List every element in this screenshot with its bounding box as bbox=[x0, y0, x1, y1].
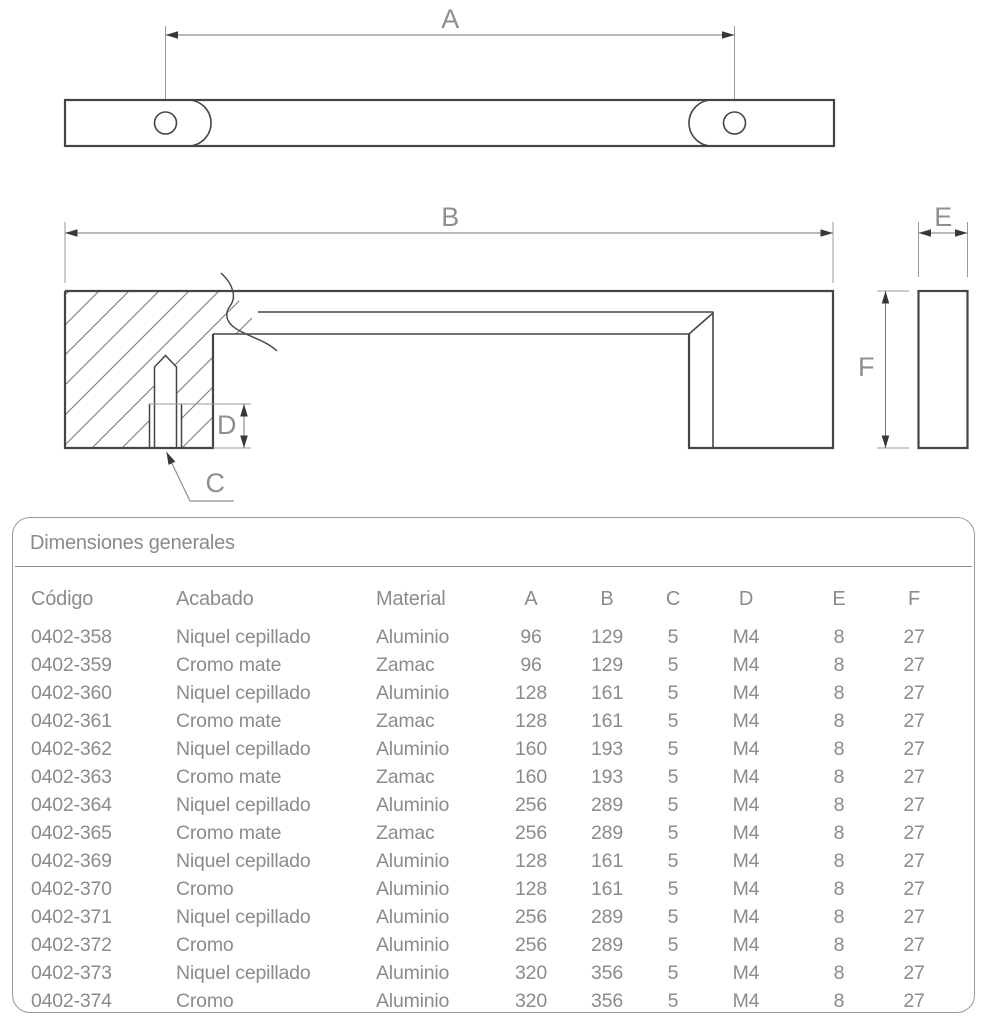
cell: M4 bbox=[732, 933, 760, 956]
cell: 0402-370 bbox=[31, 877, 112, 900]
cell: 193 bbox=[591, 765, 623, 788]
cell: 5 bbox=[667, 709, 679, 732]
inner-leg-edge bbox=[689, 313, 713, 448]
cell: 128 bbox=[515, 681, 547, 704]
cell: M4 bbox=[732, 653, 760, 676]
cell: Cromo bbox=[176, 989, 234, 1012]
cell: 320 bbox=[515, 961, 547, 984]
table-row bbox=[13, 763, 974, 791]
cell: M4 bbox=[732, 989, 760, 1012]
cell: M4 bbox=[732, 709, 760, 732]
top-view bbox=[65, 4, 834, 146]
table-row bbox=[13, 735, 974, 763]
cell: 0402-371 bbox=[31, 905, 112, 928]
table-row bbox=[13, 623, 974, 651]
cell: 289 bbox=[591, 821, 623, 844]
cell: 27 bbox=[903, 989, 925, 1012]
cell: 0402-365 bbox=[31, 821, 112, 844]
cell: 128 bbox=[515, 849, 547, 872]
cell: 27 bbox=[903, 877, 925, 900]
cell: M4 bbox=[732, 905, 760, 928]
cell: 0402-363 bbox=[31, 765, 112, 788]
cell: Niquel cepillado bbox=[176, 681, 311, 704]
cell: 320 bbox=[515, 989, 547, 1012]
dimensions-table-panel bbox=[12, 517, 975, 1013]
dim-label-b: B bbox=[441, 202, 459, 232]
handle-top-outline bbox=[65, 100, 834, 146]
cell: 0402-360 bbox=[31, 681, 112, 704]
cell: 27 bbox=[903, 625, 925, 648]
side-profile-outline bbox=[919, 291, 968, 448]
cell: 8 bbox=[833, 877, 845, 900]
column-header: A bbox=[524, 587, 538, 610]
cell: 5 bbox=[667, 653, 679, 676]
table-row bbox=[13, 651, 974, 679]
cell: 8 bbox=[833, 961, 845, 984]
table-row bbox=[13, 707, 974, 735]
cell: 0402-361 bbox=[31, 709, 112, 732]
cell: M4 bbox=[732, 793, 760, 816]
cell: 5 bbox=[667, 765, 679, 788]
dim-label-d: D bbox=[217, 410, 236, 440]
cell: Aluminio bbox=[376, 989, 450, 1012]
cell: 27 bbox=[903, 765, 925, 788]
cell: Cromo mate bbox=[176, 765, 282, 788]
cell: 0402-359 bbox=[31, 653, 112, 676]
cell: M4 bbox=[732, 877, 760, 900]
cell: 161 bbox=[591, 849, 623, 872]
column-header: Material bbox=[376, 587, 446, 610]
cell: 5 bbox=[667, 933, 679, 956]
cell: 5 bbox=[667, 681, 679, 704]
cell: 161 bbox=[591, 709, 623, 732]
cell: Niquel cepillado bbox=[176, 961, 311, 984]
dim-label-c: C bbox=[205, 468, 225, 498]
cell: 128 bbox=[515, 877, 547, 900]
cell: Aluminio bbox=[376, 737, 450, 760]
table-row bbox=[13, 931, 974, 959]
cell: Zamac bbox=[376, 709, 435, 732]
table-row bbox=[13, 679, 974, 707]
cell: Zamac bbox=[376, 765, 435, 788]
cell: 289 bbox=[591, 933, 623, 956]
cell: 289 bbox=[591, 793, 623, 816]
cell: 256 bbox=[515, 905, 547, 928]
cell: 0402-369 bbox=[31, 849, 112, 872]
side-view bbox=[919, 202, 968, 448]
dim-label-f: F bbox=[858, 352, 874, 382]
cell: Aluminio bbox=[376, 961, 450, 984]
cell: 27 bbox=[903, 905, 925, 928]
cell: Zamac bbox=[376, 821, 435, 844]
cell: 27 bbox=[903, 961, 925, 984]
cell: 8 bbox=[833, 709, 845, 732]
cell: Aluminio bbox=[376, 905, 450, 928]
cell: 5 bbox=[667, 849, 679, 872]
cell: 8 bbox=[833, 765, 845, 788]
cell: 96 bbox=[520, 653, 542, 676]
cell: 8 bbox=[833, 989, 845, 1012]
dim-label-a: A bbox=[441, 4, 459, 34]
cell: Niquel cepillado bbox=[176, 849, 311, 872]
cell: 5 bbox=[667, 905, 679, 928]
table-row bbox=[13, 903, 974, 931]
cell: 0402-372 bbox=[31, 933, 112, 956]
table-body bbox=[13, 623, 974, 1015]
cell: Aluminio bbox=[376, 793, 450, 816]
table-header bbox=[13, 584, 974, 614]
cell: 8 bbox=[833, 933, 845, 956]
cell: 5 bbox=[667, 793, 679, 816]
cell: 0402-362 bbox=[31, 737, 112, 760]
cell: 96 bbox=[520, 625, 542, 648]
front-section-view bbox=[65, 202, 909, 501]
cell: 5 bbox=[667, 961, 679, 984]
cell: 5 bbox=[667, 821, 679, 844]
cell: M4 bbox=[732, 737, 760, 760]
cell: 0402-358 bbox=[31, 625, 112, 648]
column-header: B bbox=[600, 587, 614, 610]
cell: 5 bbox=[667, 989, 679, 1012]
cell: Niquel cepillado bbox=[176, 905, 311, 928]
cell: 8 bbox=[833, 849, 845, 872]
cell: 0402-373 bbox=[31, 961, 112, 984]
cell: 27 bbox=[903, 933, 925, 956]
cell: Aluminio bbox=[376, 849, 450, 872]
cell: Niquel cepillado bbox=[176, 625, 311, 648]
cell: 160 bbox=[515, 765, 547, 788]
cell: 27 bbox=[903, 793, 925, 816]
cell: 27 bbox=[903, 681, 925, 704]
cell: Cromo mate bbox=[176, 709, 282, 732]
cell: Aluminio bbox=[376, 933, 450, 956]
column-header: D bbox=[738, 587, 754, 610]
cell: Niquel cepillado bbox=[176, 737, 311, 760]
cell: Zamac bbox=[376, 653, 435, 676]
cell: Cromo mate bbox=[176, 653, 282, 676]
cell: 256 bbox=[515, 821, 547, 844]
column-header: F bbox=[907, 587, 921, 610]
table-row bbox=[13, 875, 974, 903]
column-header: E bbox=[832, 587, 846, 610]
table-row bbox=[13, 987, 974, 1015]
table-title: Dimensiones generales bbox=[30, 532, 235, 554]
cell: Aluminio bbox=[376, 877, 450, 900]
cell: 8 bbox=[833, 793, 845, 816]
cell: 8 bbox=[833, 653, 845, 676]
table-header-row bbox=[13, 584, 974, 614]
cell: M4 bbox=[732, 821, 760, 844]
table-row bbox=[13, 959, 974, 987]
cell: 129 bbox=[591, 625, 623, 648]
cell: Aluminio bbox=[376, 681, 450, 704]
cell: 8 bbox=[833, 821, 845, 844]
cell: Niquel cepillado bbox=[176, 793, 311, 816]
title-divider bbox=[15, 566, 972, 567]
cell: 27 bbox=[903, 849, 925, 872]
cell: 128 bbox=[515, 709, 547, 732]
cell: Cromo mate bbox=[176, 821, 282, 844]
cell: 256 bbox=[515, 933, 547, 956]
cell: 356 bbox=[591, 961, 623, 984]
cell: M4 bbox=[732, 625, 760, 648]
cell: M4 bbox=[732, 961, 760, 984]
cell: Cromo bbox=[176, 933, 234, 956]
table-row bbox=[13, 791, 974, 819]
cell: 0402-374 bbox=[31, 989, 112, 1012]
table-row bbox=[13, 819, 974, 847]
cell: 5 bbox=[667, 737, 679, 760]
cell: 289 bbox=[591, 905, 623, 928]
cell: 27 bbox=[903, 737, 925, 760]
cell: 161 bbox=[591, 681, 623, 704]
cell: 161 bbox=[591, 877, 623, 900]
cell: 160 bbox=[515, 737, 547, 760]
cell: 129 bbox=[591, 653, 623, 676]
cell: 27 bbox=[903, 709, 925, 732]
column-header: C bbox=[665, 587, 681, 610]
cell: 8 bbox=[833, 681, 845, 704]
cell: M4 bbox=[732, 849, 760, 872]
cell: 8 bbox=[833, 625, 845, 648]
cell: M4 bbox=[732, 765, 760, 788]
cell: 0402-364 bbox=[31, 793, 112, 816]
cell: 8 bbox=[833, 905, 845, 928]
cell: 356 bbox=[591, 989, 623, 1012]
cell: M4 bbox=[732, 681, 760, 704]
column-header: Acabado bbox=[176, 587, 254, 610]
cell: Cromo bbox=[176, 877, 234, 900]
cell: Aluminio bbox=[376, 625, 450, 648]
cell: 256 bbox=[515, 793, 547, 816]
dim-label-e: E bbox=[934, 202, 952, 232]
cell: 8 bbox=[833, 737, 845, 760]
cell: 5 bbox=[667, 625, 679, 648]
cell: 27 bbox=[903, 653, 925, 676]
cell: 27 bbox=[903, 821, 925, 844]
cell: 5 bbox=[667, 877, 679, 900]
column-header: Código bbox=[31, 587, 94, 610]
left-screw-hole bbox=[155, 112, 177, 134]
right-screw-hole bbox=[724, 112, 746, 134]
cell: 193 bbox=[591, 737, 623, 760]
table-row bbox=[13, 847, 974, 875]
